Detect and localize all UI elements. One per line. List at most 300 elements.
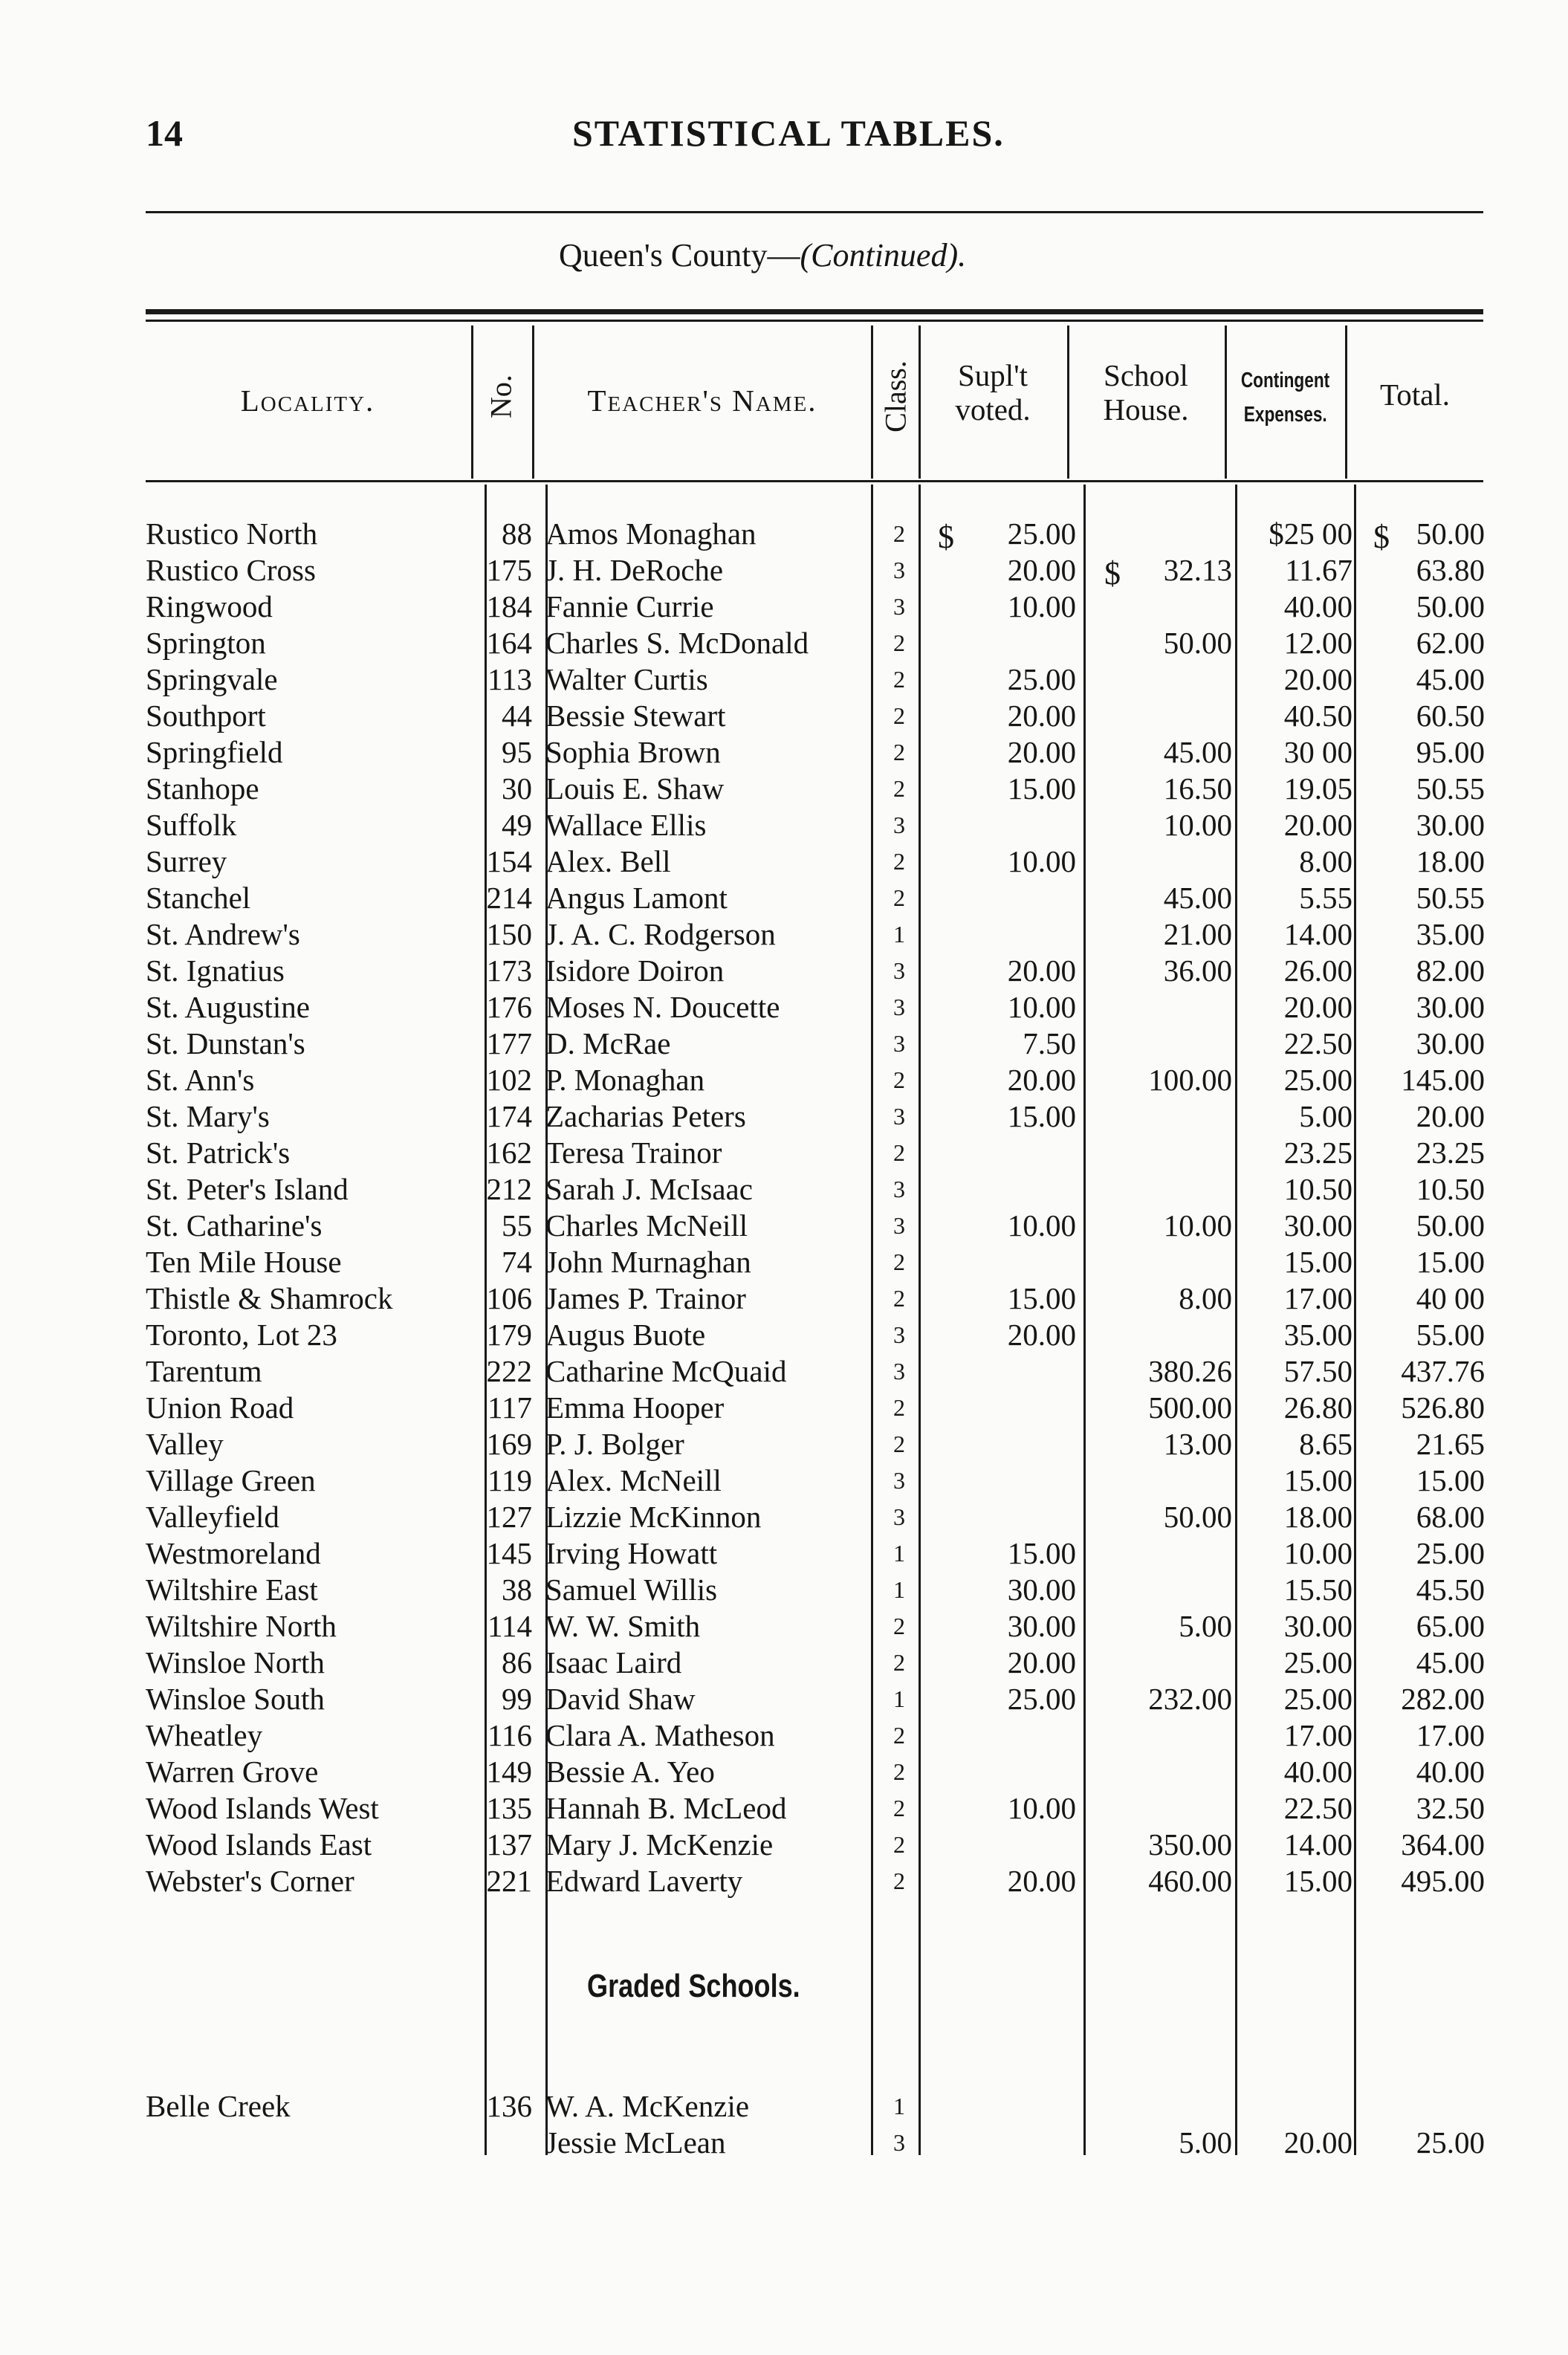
table-row bbox=[0, 1135, 1568, 1171]
number-cell: 38 bbox=[502, 1572, 532, 1607]
teacher-name-cell: W. W. Smith bbox=[545, 1609, 701, 1643]
number-cell: 116 bbox=[487, 1718, 532, 1752]
table-row bbox=[0, 698, 1568, 734]
supl-voted-cell: 20.00 bbox=[1007, 1318, 1076, 1352]
locality-cell: Stanchel bbox=[146, 881, 251, 915]
total-cell: 45.00 bbox=[1416, 1645, 1485, 1679]
table-row bbox=[0, 1462, 1568, 1499]
teacher-name-cell: Bessie A. Yeo bbox=[545, 1755, 715, 1789]
total-cell: 495.00 bbox=[1401, 1864, 1485, 1898]
teacher-name-cell: J. H. DeRoche bbox=[545, 553, 724, 587]
locality-cell: Wood Islands East bbox=[146, 1827, 372, 1862]
class-cell: 2 bbox=[893, 1139, 905, 1166]
contingent-expenses-cell: 25.00 bbox=[1283, 1063, 1352, 1097]
class-cell: 2 bbox=[893, 520, 905, 547]
supl-voted-cell: 25.00 bbox=[1007, 516, 1076, 551]
total-cell: 68.00 bbox=[1416, 1500, 1485, 1534]
class-cell: 2 bbox=[893, 1394, 905, 1421]
locality-cell: Ten Mile House bbox=[146, 1245, 342, 1279]
header-divider bbox=[532, 325, 534, 479]
number-cell: 179 bbox=[486, 1318, 532, 1352]
class-cell: 2 bbox=[893, 884, 905, 911]
header-bottom-rule bbox=[146, 480, 1483, 482]
school-house-cell: 45.00 bbox=[1163, 881, 1232, 915]
header-contingent-line1: Contingent bbox=[1241, 369, 1330, 392]
locality-cell: St. Ignatius bbox=[146, 953, 285, 988]
header-house-line2: House. bbox=[1103, 392, 1189, 427]
class-cell: 3 bbox=[893, 557, 905, 583]
class-cell: 2 bbox=[893, 702, 905, 729]
contingent-expenses-cell: 20.00 bbox=[1283, 808, 1352, 842]
locality-cell: Village Green bbox=[146, 1463, 316, 1497]
locality-cell: Winsloe South bbox=[146, 1682, 325, 1716]
class-cell: 2 bbox=[893, 848, 905, 875]
total-cell: 55.00 bbox=[1416, 1318, 1485, 1352]
supl-voted-cell: 20.00 bbox=[1007, 1645, 1076, 1679]
number-cell: 164 bbox=[486, 626, 532, 660]
locality-cell: Tarentum bbox=[146, 1354, 262, 1388]
total-cell: 15.00 bbox=[1416, 1463, 1485, 1497]
school-house-cell: 50.00 bbox=[1163, 626, 1232, 660]
total-cell: 21.65 bbox=[1416, 1427, 1485, 1461]
header-supl-line1: Supl't bbox=[958, 358, 1028, 392]
contingent-expenses-cell: 35.00 bbox=[1283, 1318, 1352, 1352]
class-cell: 3 bbox=[893, 994, 905, 1020]
table-row bbox=[0, 953, 1568, 989]
contingent-expenses-cell: 8.65 bbox=[1299, 1427, 1352, 1461]
number-cell: 99 bbox=[502, 1682, 532, 1716]
number-cell: 222 bbox=[486, 1354, 532, 1388]
total-cell: 30.00 bbox=[1416, 808, 1485, 842]
teacher-name-cell: Moses N. Doucette bbox=[545, 990, 780, 1024]
supl-voted-cell: 20.00 bbox=[1007, 953, 1076, 988]
table-row bbox=[0, 661, 1568, 698]
total-cell: 23.25 bbox=[1416, 1136, 1485, 1170]
teacher-name-cell: Irving Howatt bbox=[545, 1536, 718, 1570]
class-cell: 2 bbox=[893, 1795, 905, 1821]
locality-cell: Union Road bbox=[146, 1390, 294, 1425]
header-supl bbox=[920, 358, 1066, 427]
class-cell: 3 bbox=[893, 1103, 905, 1130]
table-row bbox=[0, 1098, 1568, 1135]
table-row bbox=[0, 771, 1568, 807]
contingent-expenses-cell: 14.00 bbox=[1283, 917, 1352, 951]
table-row bbox=[0, 1353, 1568, 1390]
class-cell: 2 bbox=[893, 666, 905, 693]
header-teacher: Teacher's Name. bbox=[587, 383, 817, 418]
supl-voted-cell: 10.00 bbox=[1007, 1208, 1076, 1243]
table-row bbox=[0, 1426, 1568, 1462]
locality-cell: St. Patrick's bbox=[146, 1136, 291, 1170]
locality-cell: Wheatley bbox=[146, 1718, 263, 1752]
total-cell: 35.00 bbox=[1416, 917, 1485, 951]
locality-cell: Surrey bbox=[146, 844, 227, 878]
number-cell: 49 bbox=[502, 808, 532, 842]
number-cell: 145 bbox=[486, 1536, 532, 1570]
contingent-expenses-cell: 26.00 bbox=[1283, 953, 1352, 988]
total-cell: 437.76 bbox=[1401, 1354, 1485, 1388]
running-title: STATISTICAL TABLES. bbox=[572, 112, 1005, 154]
dollar-sign-supl: $ bbox=[938, 519, 954, 555]
header-house-line1: School bbox=[1104, 358, 1188, 392]
number-cell: 135 bbox=[486, 1791, 532, 1825]
teacher-name-cell: Wallace Ellis bbox=[545, 808, 707, 842]
number-cell: 95 bbox=[502, 735, 532, 769]
table-row bbox=[0, 1244, 1568, 1280]
contingent-expenses-cell: 15.00 bbox=[1283, 1463, 1352, 1497]
teacher-name-cell: Zacharias Peters bbox=[545, 1099, 746, 1133]
total-cell: 526.80 bbox=[1401, 1390, 1485, 1425]
locality-cell: Valley bbox=[146, 1427, 224, 1461]
class-cell: 2 bbox=[893, 1066, 905, 1093]
dollar-sign-total: $ bbox=[1373, 519, 1390, 555]
table-row bbox=[0, 1827, 1568, 1863]
number-cell: 150 bbox=[486, 917, 532, 951]
table-row bbox=[0, 1608, 1568, 1645]
locality-cell: Westmoreland bbox=[146, 1536, 321, 1570]
school-house-cell: 32.13 bbox=[1163, 553, 1232, 587]
school-house-cell: 50.00 bbox=[1163, 1500, 1232, 1534]
locality-cell: Thistle & Shamrock bbox=[146, 1281, 393, 1315]
class-cell: 2 bbox=[893, 1613, 905, 1639]
locality-cell: St. Augustine bbox=[146, 990, 310, 1024]
subtitle-continued: (Continued). bbox=[800, 237, 967, 273]
number-cell: 212 bbox=[486, 1172, 532, 1206]
class-cell: 1 bbox=[893, 1540, 905, 1567]
header-supl-line2: voted. bbox=[955, 392, 1031, 427]
supl-voted-cell: 7.50 bbox=[1023, 1026, 1076, 1060]
school-house-cell: 5.00 bbox=[1179, 2125, 1232, 2160]
table-row bbox=[0, 2088, 1568, 2125]
class-cell: 3 bbox=[893, 1503, 905, 1530]
contingent-expenses-cell: 30 00 bbox=[1283, 735, 1352, 769]
total-cell: 364.00 bbox=[1401, 1827, 1485, 1862]
total-cell: 20.00 bbox=[1416, 1099, 1485, 1133]
contingent-expenses-cell: 57.50 bbox=[1283, 1354, 1352, 1388]
locality-cell: St. Dunstan's bbox=[146, 1026, 305, 1060]
supl-voted-cell: 20.00 bbox=[1007, 1063, 1076, 1097]
school-house-cell: 10.00 bbox=[1163, 1208, 1232, 1243]
teacher-name-cell: Charles S. McDonald bbox=[545, 626, 809, 660]
number-cell: 119 bbox=[487, 1463, 532, 1497]
class-cell: 2 bbox=[893, 1831, 905, 1858]
header-class: Class. bbox=[878, 360, 913, 433]
locality-cell: St. Mary's bbox=[146, 1099, 270, 1133]
total-cell: 50.55 bbox=[1416, 881, 1485, 915]
number-cell: 176 bbox=[486, 990, 532, 1024]
table-row bbox=[0, 916, 1568, 953]
locality-cell: Valleyfield bbox=[146, 1500, 279, 1534]
total-cell: 50.00 bbox=[1416, 589, 1485, 623]
class-cell: 3 bbox=[893, 2129, 905, 2156]
total-cell: 50.00 bbox=[1416, 1208, 1485, 1243]
teacher-name-cell: John Murnaghan bbox=[545, 1245, 751, 1279]
locality-cell: St. Peter's Island bbox=[146, 1172, 349, 1206]
total-cell: 82.00 bbox=[1416, 953, 1485, 988]
number-cell: 184 bbox=[486, 589, 532, 623]
school-house-cell: 100.00 bbox=[1148, 1063, 1232, 1097]
supl-voted-cell: 10.00 bbox=[1007, 589, 1076, 623]
total-cell: 282.00 bbox=[1401, 1682, 1485, 1716]
teacher-name-cell: Mary J. McKenzie bbox=[545, 1827, 774, 1862]
teacher-name-cell: P. Monaghan bbox=[545, 1063, 705, 1097]
contingent-expenses-cell: 23.25 bbox=[1283, 1136, 1352, 1170]
table-row bbox=[0, 1390, 1568, 1426]
teacher-name-cell: D. McRae bbox=[545, 1026, 671, 1060]
page-number: 14 bbox=[146, 112, 183, 154]
locality-cell: Springton bbox=[146, 626, 266, 660]
contingent-expenses-cell: 11.67 bbox=[1285, 553, 1352, 587]
number-cell: 102 bbox=[486, 1063, 532, 1097]
table-row bbox=[0, 734, 1568, 771]
contingent-expenses-cell: 40.00 bbox=[1283, 589, 1352, 623]
number-cell: 136 bbox=[486, 2089, 532, 2123]
total-cell: 63.80 bbox=[1416, 553, 1485, 587]
total-cell: 40.00 bbox=[1416, 1755, 1485, 1789]
table-row bbox=[0, 2125, 1568, 2161]
teacher-name-cell: Lizzie McKinnon bbox=[545, 1500, 762, 1534]
number-cell: 86 bbox=[502, 1645, 532, 1679]
contingent-expenses-cell: 19.05 bbox=[1283, 771, 1352, 806]
locality-cell: Toronto, Lot 23 bbox=[146, 1318, 337, 1352]
table-top-rule-thin bbox=[146, 320, 1483, 322]
supl-voted-cell: 15.00 bbox=[1007, 1536, 1076, 1570]
class-cell: 3 bbox=[893, 957, 905, 984]
total-cell: 17.00 bbox=[1416, 1718, 1485, 1752]
class-cell: 1 bbox=[893, 2093, 905, 2119]
class-cell: 3 bbox=[893, 1358, 905, 1384]
total-cell: 45.00 bbox=[1416, 662, 1485, 696]
number-cell: 149 bbox=[486, 1755, 532, 1789]
contingent-expenses-cell: 5.00 bbox=[1299, 1099, 1352, 1133]
class-cell: 2 bbox=[893, 775, 905, 802]
teacher-name-cell: Jessie McLean bbox=[545, 2125, 726, 2160]
contingent-expenses-cell: 10.50 bbox=[1283, 1172, 1352, 1206]
school-house-cell: 460.00 bbox=[1148, 1864, 1232, 1898]
locality-cell: Warren Grove bbox=[146, 1755, 319, 1789]
locality-cell: Springfield bbox=[146, 735, 283, 769]
header-divider bbox=[871, 325, 873, 479]
school-house-cell: 5.00 bbox=[1179, 1609, 1232, 1643]
table-row bbox=[0, 1681, 1568, 1717]
teacher-name-cell: David Shaw bbox=[545, 1682, 696, 1716]
school-house-cell: 8.00 bbox=[1179, 1281, 1232, 1315]
contingent-expenses-cell: 30.00 bbox=[1283, 1609, 1352, 1643]
total-cell: 30.00 bbox=[1416, 990, 1485, 1024]
class-cell: 3 bbox=[893, 812, 905, 838]
teacher-name-cell: Louis E. Shaw bbox=[545, 771, 725, 806]
header-total: Total. bbox=[1380, 378, 1450, 412]
locality-cell: Wiltshire North bbox=[146, 1609, 337, 1643]
school-house-cell: 350.00 bbox=[1148, 1827, 1232, 1862]
class-cell: 2 bbox=[893, 1248, 905, 1275]
teacher-name-cell: Hannah B. McLeod bbox=[545, 1791, 787, 1825]
supl-voted-cell: 15.00 bbox=[1007, 1099, 1076, 1133]
locality-cell: Suffolk bbox=[146, 808, 237, 842]
teacher-name-cell: Charles McNeill bbox=[545, 1208, 748, 1243]
class-cell: 3 bbox=[893, 593, 905, 620]
header-no: No. bbox=[484, 375, 518, 418]
supl-voted-cell: 25.00 bbox=[1007, 662, 1076, 696]
teacher-name-cell: Augus Buote bbox=[545, 1318, 706, 1352]
contingent-expenses-cell: 14.00 bbox=[1283, 1827, 1352, 1862]
teacher-name-cell: Isaac Laird bbox=[545, 1645, 682, 1679]
contingent-expenses-cell: 40.00 bbox=[1283, 1755, 1352, 1789]
class-cell: 1 bbox=[893, 1685, 905, 1712]
number-cell: 177 bbox=[486, 1026, 532, 1060]
locality-cell: Winsloe North bbox=[146, 1645, 325, 1679]
locality-cell: Wood Islands West bbox=[146, 1791, 379, 1825]
locality-cell: Webster's Corner bbox=[146, 1864, 354, 1898]
school-house-cell: 45.00 bbox=[1163, 735, 1232, 769]
contingent-expenses-cell: 30.00 bbox=[1283, 1208, 1352, 1243]
number-cell: 162 bbox=[486, 1136, 532, 1170]
table-row bbox=[0, 1499, 1568, 1535]
number-cell: 114 bbox=[487, 1609, 532, 1643]
total-cell: 45.50 bbox=[1416, 1572, 1485, 1607]
number-cell: 44 bbox=[502, 699, 532, 733]
school-house-cell: 232.00 bbox=[1148, 1682, 1232, 1716]
contingent-expenses-cell: $25 00 bbox=[1269, 516, 1352, 551]
class-cell: 1 bbox=[893, 1576, 905, 1603]
table-row bbox=[0, 843, 1568, 880]
teacher-name-cell: Alex. McNeill bbox=[545, 1463, 722, 1497]
total-cell: 50.55 bbox=[1416, 771, 1485, 806]
table-subtitle bbox=[559, 236, 966, 274]
locality-cell: Wiltshire East bbox=[146, 1572, 318, 1607]
total-cell: 32.50 bbox=[1416, 1791, 1485, 1825]
table-row bbox=[0, 807, 1568, 843]
teacher-name-cell: Alex. Bell bbox=[545, 844, 671, 878]
teacher-name-cell: Bessie Stewart bbox=[545, 699, 726, 733]
number-cell: 174 bbox=[486, 1099, 532, 1133]
supl-voted-cell: 15.00 bbox=[1007, 771, 1076, 806]
total-cell: 65.00 bbox=[1416, 1609, 1485, 1643]
class-cell: 3 bbox=[893, 1467, 905, 1494]
table-row bbox=[0, 1026, 1568, 1062]
table-row bbox=[0, 516, 1568, 552]
contingent-expenses-cell: 8.00 bbox=[1299, 844, 1352, 878]
contingent-expenses-cell: 10.00 bbox=[1283, 1536, 1352, 1570]
graded-schools-heading: Graded Schools. bbox=[587, 1968, 800, 2004]
school-house-cell: 21.00 bbox=[1163, 917, 1232, 951]
table-row bbox=[0, 880, 1568, 916]
teacher-name-cell: Edward Laverty bbox=[545, 1864, 743, 1898]
number-cell: 127 bbox=[486, 1500, 532, 1534]
locality-cell: St. Ann's bbox=[146, 1063, 255, 1097]
locality-cell: Rustico North bbox=[146, 516, 318, 551]
supl-voted-cell: 20.00 bbox=[1007, 1864, 1076, 1898]
number-cell: 117 bbox=[487, 1390, 532, 1425]
header-contingent-line2: Expenses. bbox=[1244, 403, 1327, 427]
locality-cell: St. Catharine's bbox=[146, 1208, 323, 1243]
contingent-expenses-cell: 20.00 bbox=[1283, 662, 1352, 696]
locality-cell: Belle Creek bbox=[146, 2089, 291, 2123]
class-cell: 2 bbox=[893, 1285, 905, 1312]
number-cell: 74 bbox=[502, 1245, 532, 1279]
table-row bbox=[0, 1535, 1568, 1572]
table-row bbox=[0, 625, 1568, 661]
number-cell: 55 bbox=[502, 1208, 532, 1243]
class-cell: 2 bbox=[893, 1431, 905, 1457]
teacher-name-cell: Teresa Trainor bbox=[545, 1136, 722, 1170]
supl-voted-cell: 30.00 bbox=[1007, 1572, 1076, 1607]
total-cell: 25.00 bbox=[1416, 1536, 1485, 1570]
locality-cell: Rustico Cross bbox=[146, 553, 316, 587]
total-cell: 60.50 bbox=[1416, 699, 1485, 733]
number-cell: 173 bbox=[486, 953, 532, 988]
total-cell: 62.00 bbox=[1416, 626, 1485, 660]
teacher-name-cell: Clara A. Matheson bbox=[545, 1718, 775, 1752]
school-house-cell: 36.00 bbox=[1163, 953, 1232, 988]
table-row bbox=[0, 1790, 1568, 1827]
teacher-name-cell: Sophia Brown bbox=[545, 735, 721, 769]
number-cell: 113 bbox=[487, 662, 532, 696]
header-divider bbox=[471, 325, 473, 479]
locality-cell: St. Andrew's bbox=[146, 917, 300, 951]
number-cell: 175 bbox=[486, 553, 532, 587]
locality-cell: Stanhope bbox=[146, 771, 259, 806]
contingent-expenses-cell: 26.80 bbox=[1283, 1390, 1352, 1425]
table-row bbox=[0, 589, 1568, 625]
number-cell: 214 bbox=[486, 881, 532, 915]
class-cell: 2 bbox=[893, 1722, 905, 1749]
total-cell: 95.00 bbox=[1416, 735, 1485, 769]
teacher-name-cell: Angus Lamont bbox=[545, 881, 728, 915]
contingent-expenses-cell: 15.00 bbox=[1283, 1245, 1352, 1279]
title-rule bbox=[146, 211, 1483, 213]
number-cell: 154 bbox=[486, 844, 532, 878]
table-top-rule-thick bbox=[146, 309, 1483, 314]
supl-voted-cell: 20.00 bbox=[1007, 553, 1076, 587]
header-house bbox=[1069, 358, 1223, 427]
table-row bbox=[0, 552, 1568, 589]
class-cell: 2 bbox=[893, 1649, 905, 1676]
table-row bbox=[0, 1062, 1568, 1098]
table-row bbox=[0, 1754, 1568, 1790]
teacher-name-cell: Isidore Doiron bbox=[545, 953, 725, 988]
class-cell: 3 bbox=[893, 1212, 905, 1239]
contingent-expenses-cell: 12.00 bbox=[1283, 626, 1352, 660]
table-row bbox=[0, 1280, 1568, 1317]
class-cell: 3 bbox=[893, 1321, 905, 1348]
contingent-expenses-cell: 22.50 bbox=[1283, 1791, 1352, 1825]
subtitle-county: Queen's County— bbox=[559, 237, 800, 273]
school-house-cell: 10.00 bbox=[1163, 808, 1232, 842]
supl-voted-cell: 20.00 bbox=[1007, 735, 1076, 769]
teacher-name-cell: Walter Curtis bbox=[545, 662, 708, 696]
supl-voted-cell: 20.00 bbox=[1007, 699, 1076, 733]
total-cell: 30.00 bbox=[1416, 1026, 1485, 1060]
number-cell: 30 bbox=[502, 771, 532, 806]
class-cell: 2 bbox=[893, 629, 905, 656]
class-cell: 1 bbox=[893, 921, 905, 947]
supl-voted-cell: 25.00 bbox=[1007, 1682, 1076, 1716]
contingent-expenses-cell: 22.50 bbox=[1283, 1026, 1352, 1060]
contingent-expenses-cell: 18.00 bbox=[1283, 1500, 1352, 1534]
class-cell: 2 bbox=[893, 1758, 905, 1785]
teacher-name-cell: Emma Hooper bbox=[545, 1390, 725, 1425]
class-cell: 3 bbox=[893, 1030, 905, 1057]
contingent-expenses-cell: 25.00 bbox=[1283, 1682, 1352, 1716]
number-cell: 169 bbox=[486, 1427, 532, 1461]
table-row bbox=[0, 1208, 1568, 1244]
number-cell: 106 bbox=[486, 1281, 532, 1315]
total-cell: 40 00 bbox=[1416, 1281, 1485, 1315]
total-cell: 18.00 bbox=[1416, 844, 1485, 878]
total-cell: 50.00 bbox=[1416, 516, 1485, 551]
total-cell: 145.00 bbox=[1401, 1063, 1485, 1097]
